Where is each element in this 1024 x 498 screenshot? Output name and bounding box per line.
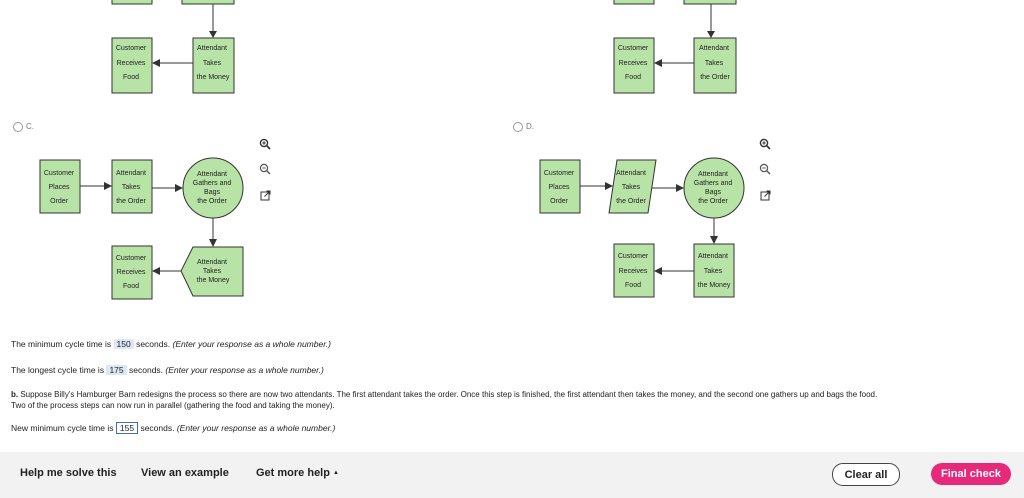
box-text: Customer — [543, 170, 575, 177]
box-text: Food — [625, 74, 642, 81]
option-c-label: C. — [26, 122, 34, 131]
box-text: the Order — [700, 74, 730, 81]
process-box — [182, 0, 234, 4]
zoom-in-icon[interactable] — [258, 137, 272, 151]
arrow-head — [605, 182, 613, 190]
box-text: Places — [48, 184, 70, 191]
box-text: the Money — [196, 277, 230, 284]
box-text: Attendant — [698, 253, 729, 260]
arrow-head — [209, 239, 217, 247]
box-text: the Money — [697, 282, 731, 289]
option-d-label: D. — [526, 122, 534, 131]
arrow-head — [175, 184, 183, 192]
box-text: the Order — [197, 198, 227, 205]
box-text: Takes — [703, 268, 723, 275]
box-text: Customer — [617, 45, 649, 52]
clear-all-button[interactable]: Clear all — [832, 463, 900, 486]
arrow-head — [152, 59, 160, 67]
box-text: the Order — [698, 198, 728, 205]
box-text: Receives — [116, 60, 146, 67]
box-text: Attendant — [616, 170, 647, 177]
box-text: Takes — [202, 268, 222, 275]
box-text: Customer — [115, 255, 147, 262]
box-text: Bags — [705, 189, 722, 196]
diagram-top-right — [512, 0, 1024, 110]
zoom-in-icon[interactable] — [758, 137, 772, 151]
zoom-out-icon[interactable] — [758, 162, 772, 176]
box-text: Attendant — [116, 170, 147, 177]
box-text: Gathers and — [192, 180, 232, 187]
answer-hint: (Enter your response as a whole number.) — [172, 339, 331, 349]
part-b-text-line2: Two of the process steps can now run in parallel (gathering the food and taking the money). — [11, 401, 335, 410]
min-cycle-time-question: The minimum cycle time is 150 seconds. (Enter your response as a whole number.) — [11, 339, 331, 349]
open-external-icon[interactable] — [258, 188, 272, 202]
box-text: the Money — [196, 74, 230, 81]
diagram-option-c — [0, 150, 260, 310]
min-cycle-time-answer[interactable]: 150 — [114, 339, 134, 349]
get-more-help-button[interactable]: Get more help ▲ — [256, 467, 339, 479]
new-min-cycle-time-input[interactable]: 155 — [116, 422, 138, 434]
help-me-solve-button[interactable]: Help me solve this — [20, 467, 117, 479]
diagram-option-d — [512, 150, 772, 310]
box-text: Food — [625, 282, 642, 289]
arrow-head — [676, 184, 684, 192]
footer-toolbar — [0, 452, 1024, 498]
box-text: Takes — [621, 184, 641, 191]
box-text: Order — [550, 198, 568, 205]
box-text: Food — [123, 74, 140, 81]
option-d-radio[interactable] — [513, 122, 523, 132]
box-text: Receives — [618, 268, 648, 275]
arrow-head — [654, 59, 662, 67]
box-text: Bags — [204, 189, 221, 196]
longest-cycle-time-answer[interactable]: 175 — [106, 365, 126, 375]
box-text: Places — [548, 184, 570, 191]
box-text: the Order — [116, 198, 146, 205]
box-text: Customer — [617, 253, 649, 260]
box-text: Attendant — [197, 45, 228, 52]
final-check-button[interactable]: Final check — [931, 463, 1011, 485]
process-box — [112, 0, 152, 4]
box-text: Attendant — [698, 171, 729, 178]
box-text: Takes — [704, 60, 724, 67]
arrow-head — [104, 182, 112, 190]
new-min-cycle-time-question: New minimum cycle time is 155 seconds. (Enter your response as a whole number.) — [11, 423, 336, 433]
box-text: the Order — [616, 198, 646, 205]
box-text: Attendant — [197, 171, 228, 178]
box-text: Food — [123, 283, 140, 290]
view-example-button[interactable]: View an example — [141, 467, 229, 479]
part-b-text: b. Suppose Billy's Hamburger Barn redesigns the process so there are now two attendants. The first attendant takes the order. Once this step is finished, the first attendant then takes the money, and the second one gathers up and bags the food. — [11, 390, 878, 399]
attendant-gathers-bags-circle — [684, 158, 744, 218]
arrow-head — [209, 31, 217, 38]
answer-hint: (Enter your response as a whole number.) — [165, 365, 324, 375]
box-text: Takes — [121, 184, 141, 191]
attendant-gathers-bags-circle — [183, 158, 243, 218]
box-text: Attendant — [699, 45, 730, 52]
caret-up-icon: ▲ — [333, 470, 339, 477]
diagram-top-left — [0, 0, 512, 110]
box-text: Order — [50, 198, 68, 205]
process-box — [684, 0, 736, 4]
box-text: Gathers and — [693, 180, 733, 187]
answer-hint: (Enter your response as a whole number.) — [176, 423, 336, 433]
longest-cycle-time-question: The longest cycle time is 175 seconds. (Enter your response as a whole number.) — [11, 365, 324, 375]
box-text: Attendant — [197, 259, 228, 266]
box-text: Receives — [116, 269, 146, 276]
box-text: Takes — [202, 60, 222, 67]
zoom-out-icon[interactable] — [258, 162, 272, 176]
process-box — [614, 0, 654, 4]
box-text: Receives — [618, 60, 648, 67]
open-external-icon[interactable] — [758, 188, 772, 202]
arrow-head — [707, 31, 715, 38]
option-c-radio[interactable] — [13, 122, 23, 132]
arrow-head — [710, 236, 718, 244]
box-text: Customer — [43, 170, 75, 177]
box-text: Customer — [115, 45, 147, 52]
arrow-head — [654, 267, 662, 275]
arrow-head — [152, 267, 160, 275]
